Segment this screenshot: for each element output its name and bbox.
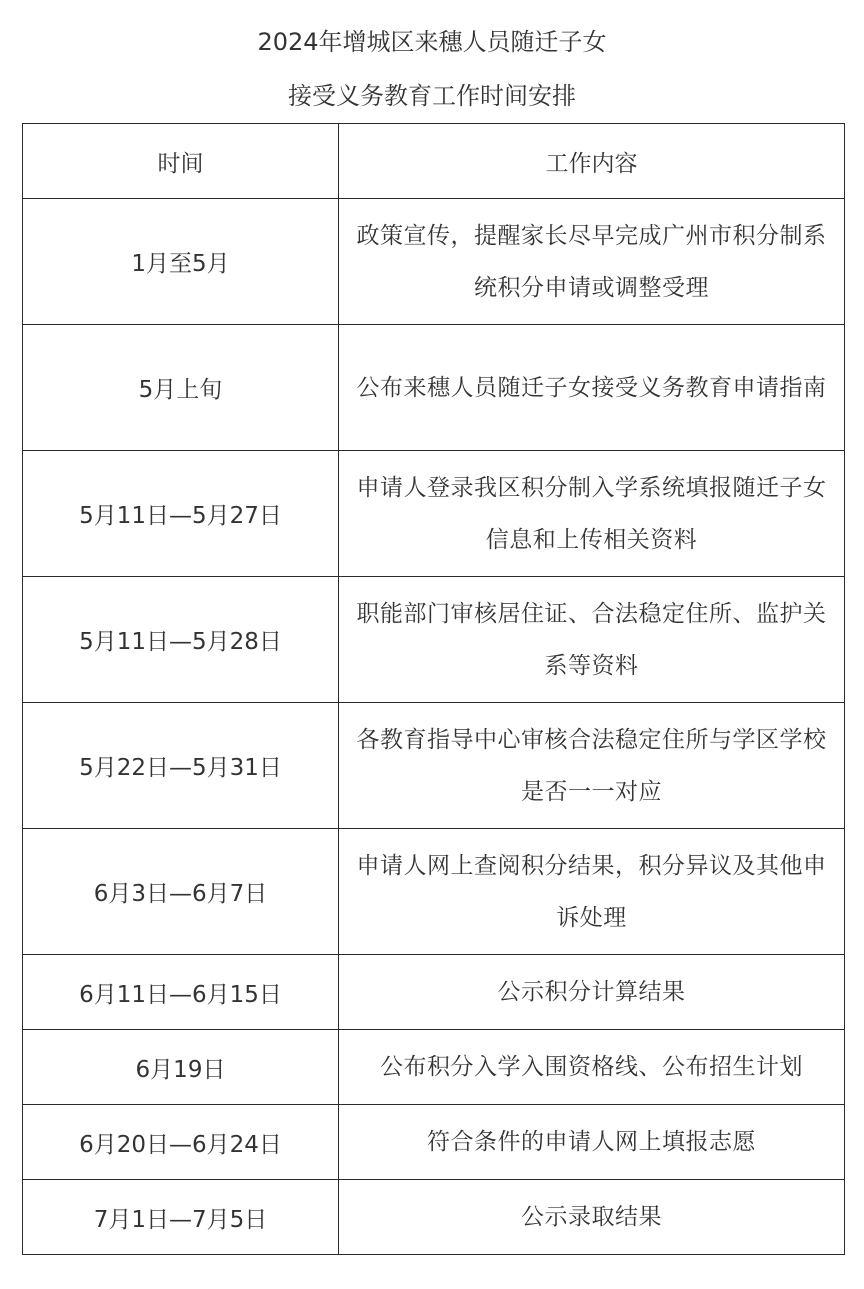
table-row — [23, 199, 845, 325]
row-content — [339, 1105, 845, 1180]
row-content — [339, 955, 845, 1030]
row-content-text: 符合条件的申请人网上填报志愿 — [427, 1129, 756, 1155]
row-time: 6月20日—6月24日 — [23, 1105, 339, 1180]
row-content-text: 申请人网上查阅积分结果，积分异议及其他申诉处理 — [356, 852, 827, 931]
row-content-text: 各教育指导中心审核合法稳定住所与学区学校是否一一对应 — [356, 726, 827, 805]
table-row — [23, 1180, 845, 1255]
title-line-1: 2024年增城区来穗人员随迁子女 — [257, 28, 607, 56]
row-content — [339, 451, 845, 577]
header-time: 时间 — [23, 124, 339, 199]
row-content-text: 申请人登录我区积分制入学系统填报随迁子女信息和上传相关资料 — [356, 474, 827, 553]
row-time: 5月11日—5月28日 — [23, 577, 339, 703]
table-row — [23, 1105, 845, 1180]
row-content-text: 公布积分入学入围资格线、公布招生计划 — [380, 1054, 803, 1080]
row-content-text: 职能部门审核居住证、合法稳定住所、监护关系等资料 — [356, 600, 827, 679]
table-row — [23, 703, 845, 829]
document-title — [0, 26, 864, 112]
row-content-text: 公布来穗人员随迁子女接受义务教育申请指南 — [356, 374, 827, 401]
row-content — [339, 199, 845, 325]
row-time: 7月1日—7月5日 — [23, 1180, 339, 1255]
row-content — [339, 1030, 845, 1105]
row-content-text: 公示积分计算结果 — [497, 979, 686, 1005]
row-content — [339, 325, 845, 451]
row-time: 6月3日—6月7日 — [23, 829, 339, 955]
row-time: 5月22日—5月31日 — [23, 703, 339, 829]
schedule-table — [22, 123, 845, 1255]
row-time: 5月上旬 — [23, 325, 339, 451]
row-content-text: 公示录取结果 — [521, 1204, 662, 1230]
table-row — [23, 829, 845, 955]
table-header-row — [23, 124, 845, 199]
row-content — [339, 1180, 845, 1255]
row-time: 6月11日—6月15日 — [23, 955, 339, 1030]
row-content — [339, 829, 845, 955]
table-row — [23, 325, 845, 451]
row-content-text: 政策宣传，提醒家长尽早完成广州市积分制系统积分申请或调整受理 — [356, 222, 827, 301]
table-row — [23, 955, 845, 1030]
row-content — [339, 577, 845, 703]
header-content: 工作内容 — [339, 124, 845, 199]
table-row — [23, 577, 845, 703]
table-row — [23, 1030, 845, 1105]
row-time: 1月至5月 — [23, 199, 339, 325]
table-row — [23, 451, 845, 577]
row-content — [339, 703, 845, 829]
title-line-2: 接受义务教育工作时间安排 — [288, 82, 576, 110]
row-time: 5月11日—5月27日 — [23, 451, 339, 577]
row-time: 6月19日 — [23, 1030, 339, 1105]
